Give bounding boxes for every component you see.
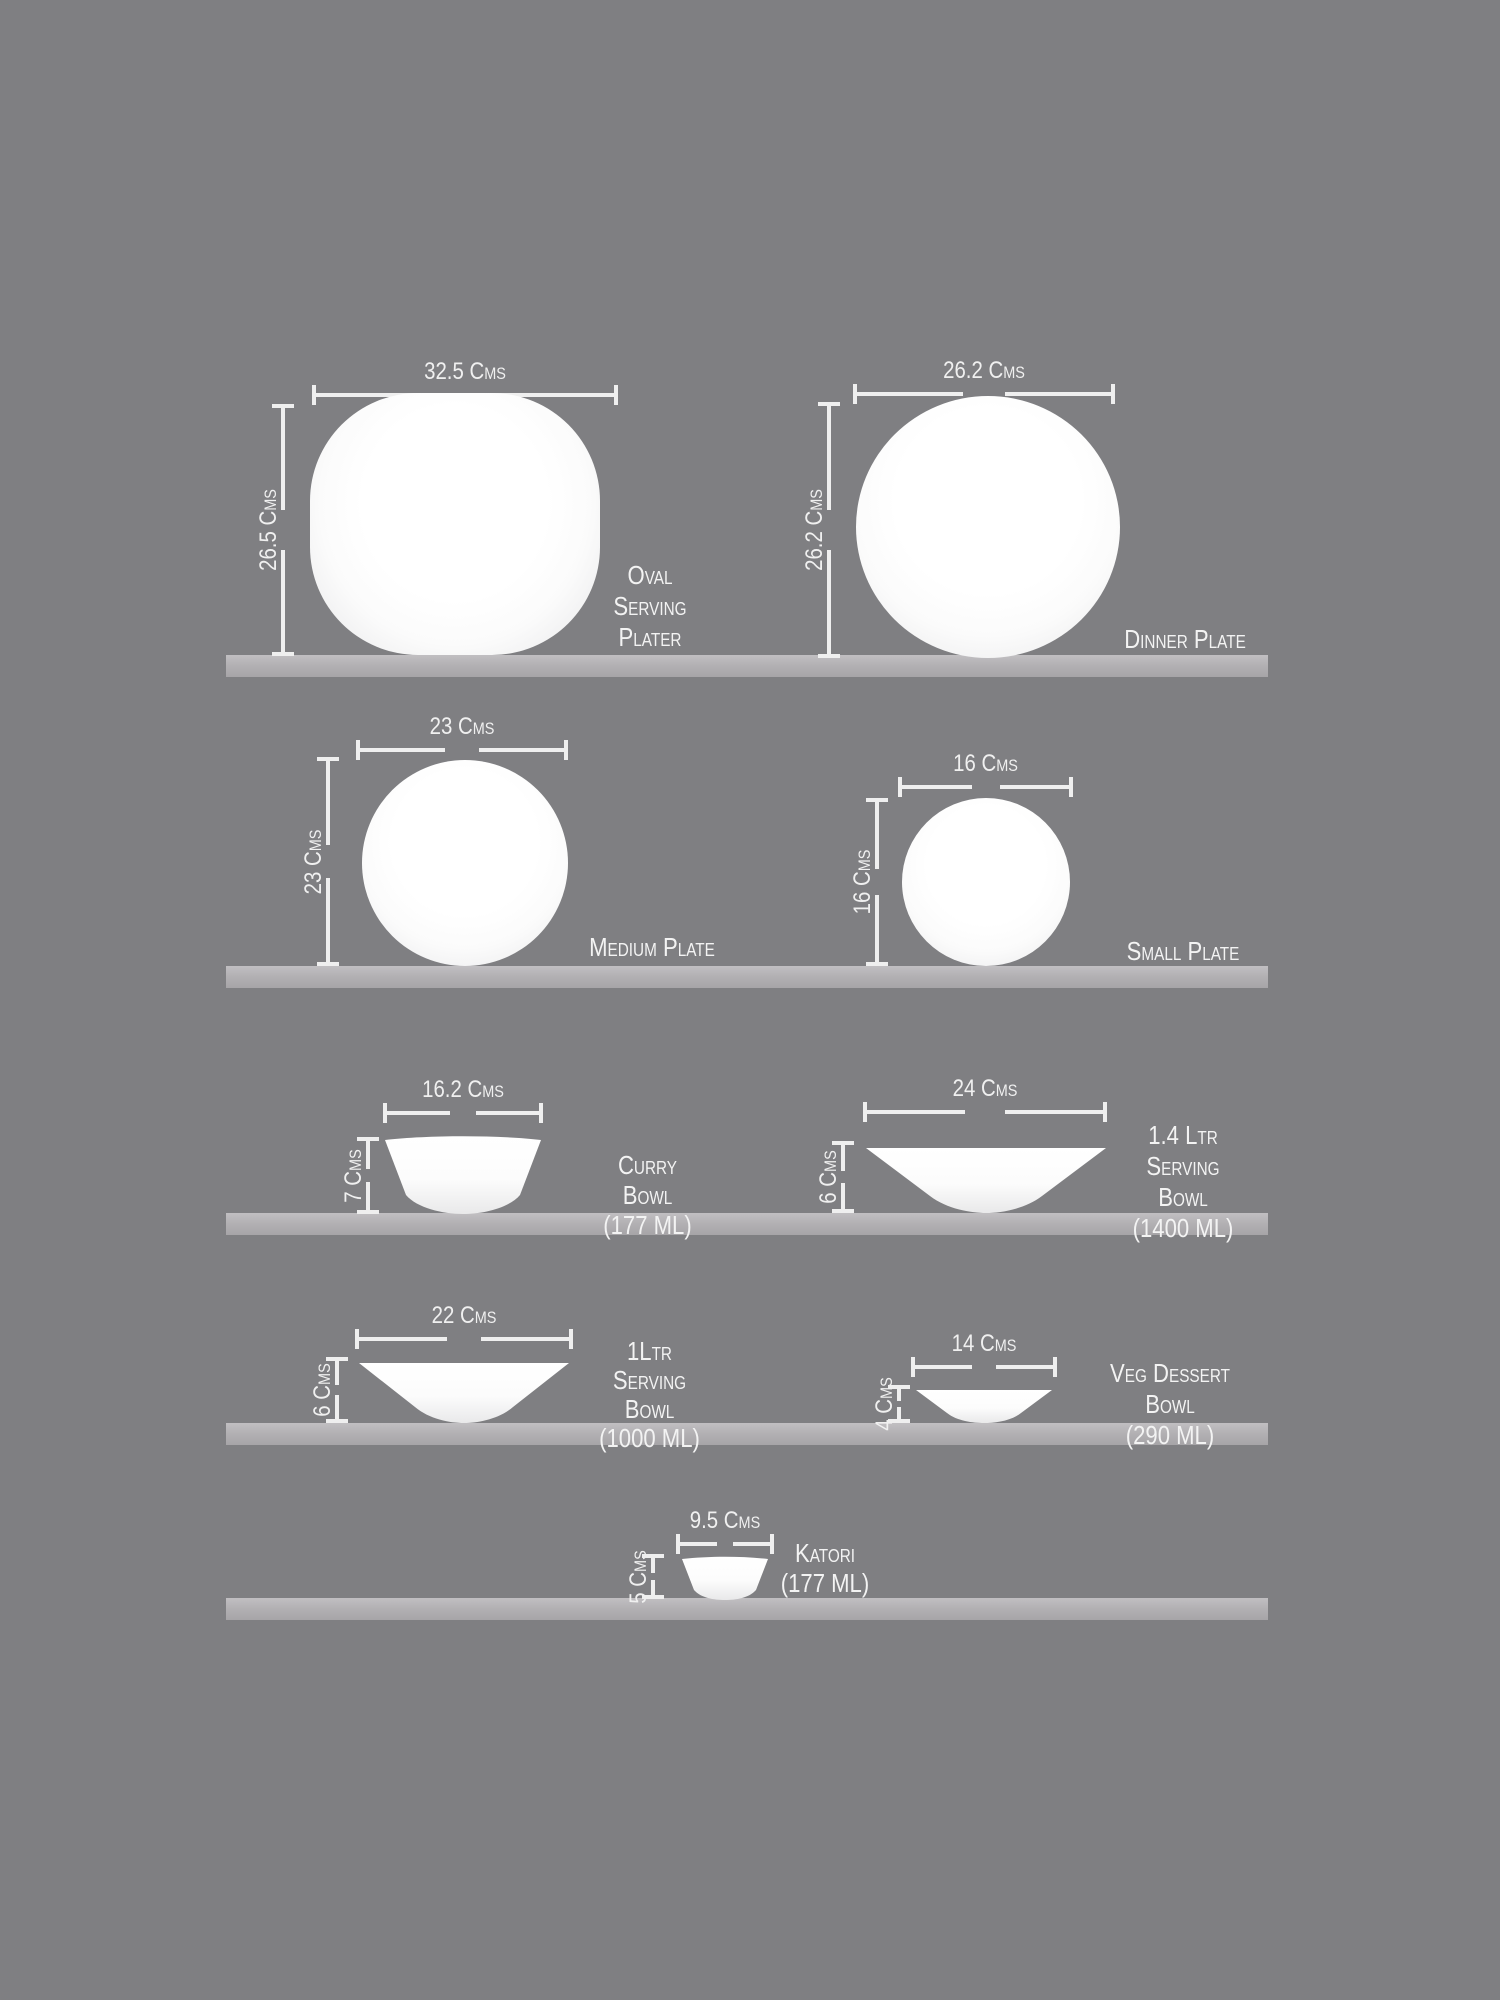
name-line: Medium Plate (589, 932, 715, 962)
katori-name (766, 1538, 885, 1598)
name-line: Katori (794, 1538, 856, 1568)
shelf-row-3 (226, 1213, 1268, 1235)
dinner-plate-height-dimension (801, 402, 840, 658)
name-line: (290 ML) (1125, 1420, 1215, 1450)
small-plate-name (1119, 936, 1247, 967)
name-line: Serving Bowl (612, 1365, 687, 1424)
small-plate-height-dimension (849, 798, 888, 966)
dimension-label: 23 Cms (300, 829, 327, 894)
serving-bowl-1l-height-dimension (309, 1357, 348, 1423)
veg-dessert-bowl-height-dimension (871, 1377, 910, 1431)
dimension-label: 32.5 Cms (424, 358, 506, 385)
dimension-label: 23 Cms (429, 713, 495, 740)
veg-dessert-bowl-image (915, 1385, 1053, 1423)
dimension-label: 24 Cms (952, 1075, 1018, 1102)
dimension-line (676, 1534, 774, 1554)
dimension-label: 26.5 Cms (255, 489, 282, 571)
serving-bowl-1l-name (592, 1337, 707, 1453)
dimension-label: 9.5 Cms (689, 1507, 761, 1534)
serving-bowl-1l-image (358, 1357, 570, 1423)
serving-bowl-1-4l-name (1128, 1120, 1239, 1244)
medium-plate-width-dimension (356, 714, 568, 760)
oval-platter-name (595, 560, 706, 653)
name-line: (1000 ML) (599, 1423, 700, 1453)
serving-bowl-1-4l-height-dimension (815, 1141, 854, 1213)
veg-dessert-bowl-width-dimension (911, 1331, 1057, 1377)
dinner-plate-name (1117, 624, 1253, 655)
medium-plate-image (362, 760, 568, 966)
katori-image (679, 1555, 771, 1600)
name-line: Plater (618, 622, 682, 652)
dimension-line (863, 1102, 1107, 1122)
medium-plate-name (584, 932, 720, 963)
shelf-row-5 (226, 1598, 1268, 1620)
dimension-label: 16.2 Cms (422, 1076, 504, 1103)
dimension-label: 5 Cms (625, 1549, 652, 1604)
name-line: Small Plate (1126, 936, 1240, 966)
dimension-line (356, 740, 568, 760)
dimension-label: 6 Cms (309, 1363, 336, 1417)
name-line: 1Ltr (627, 1336, 672, 1366)
dimension-label: 7 Cms (340, 1148, 367, 1203)
dimension-line (898, 777, 1073, 797)
name-line: Curry Bowl (617, 1150, 678, 1210)
dimension-label: 14 Cms (951, 1330, 1017, 1357)
serving-bowl-1l-width-dimension (355, 1303, 573, 1349)
katori-width-dimension (676, 1508, 774, 1554)
dimension-label: 16 Cms (849, 849, 876, 915)
dimension-line (383, 1103, 543, 1123)
dimension-label: 16 Cms (953, 750, 1018, 777)
curry-bowl-width-dimension (383, 1077, 543, 1123)
dimension-line (355, 1329, 573, 1349)
name-line: (1400 ML) (1132, 1213, 1234, 1243)
curry-bowl-image (383, 1134, 543, 1214)
dimension-label: 6 Cms (815, 1150, 842, 1204)
shelf-row-1 (226, 655, 1268, 677)
curry-bowl-height-dimension (340, 1137, 379, 1214)
dimension-label: 26.2 Cms (801, 489, 828, 571)
oval-serving-platter-image (310, 393, 600, 655)
name-line: Dinner Plate (1124, 624, 1246, 654)
name-line: 1.4 Ltr (1148, 1120, 1218, 1150)
name-line: (177 ML) (603, 1210, 692, 1240)
name-line: Serving (613, 591, 687, 621)
medium-plate-height-dimension (300, 757, 339, 966)
name-line: (177 ML) (780, 1568, 870, 1598)
dinner-plate-image (856, 396, 1120, 658)
shelf-row-2 (226, 966, 1268, 988)
curry-bowl-name (590, 1150, 705, 1240)
small-plate-width-dimension (898, 751, 1073, 797)
name-line: Serving Bowl (1146, 1151, 1220, 1212)
dimension-label: 26.2 Cms (943, 357, 1025, 384)
small-plate-image (902, 798, 1070, 966)
serving-bowl-1-4l-width-dimension (863, 1076, 1107, 1122)
dimension-label: 22 Cms (431, 1302, 497, 1329)
dimension-label: 4 Cms (871, 1377, 898, 1431)
oval-platter-height-dimension (255, 404, 294, 656)
veg-dessert-bowl-name (1085, 1358, 1255, 1451)
katori-height-dimension (625, 1549, 664, 1604)
serving-bowl-1-4l-image (865, 1141, 1107, 1213)
name-line: Oval (627, 560, 673, 590)
dimension-line (911, 1357, 1057, 1377)
name-line: Veg Dessert Bowl (1110, 1358, 1230, 1419)
